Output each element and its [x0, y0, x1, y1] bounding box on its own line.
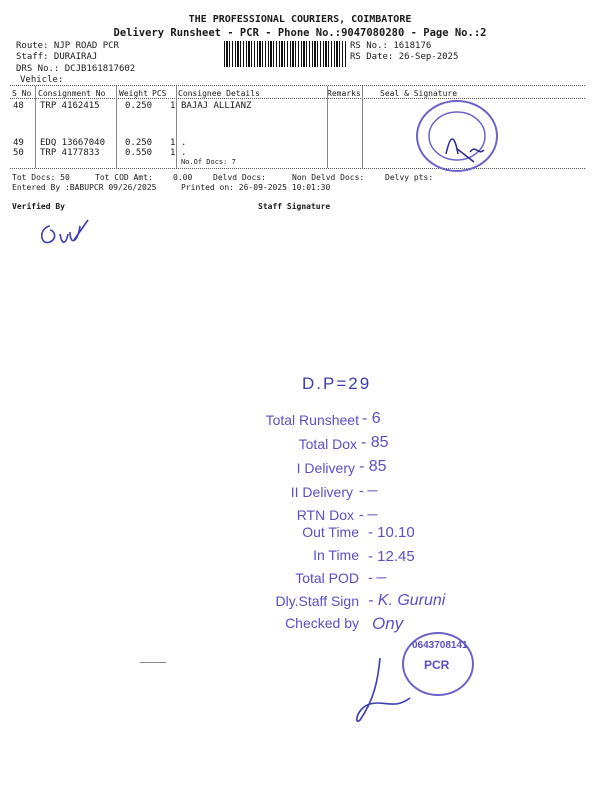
vehicle-text: Vehicle: — [20, 75, 64, 85]
staff-signature-label: Staff Signature — [258, 202, 331, 211]
row-49-weight: 0.250 — [125, 138, 153, 148]
verified-signature-icon — [36, 212, 96, 252]
ii-delivery-value: - ─ — [359, 482, 378, 498]
col-header-remarks: Remarks — [327, 89, 361, 98]
route-text: Route: NJP ROAD PCR — [16, 41, 119, 51]
in-time-label: In Time — [313, 547, 359, 563]
row-48-consignee: BAJAJ ALLIANZ — [181, 101, 252, 111]
stray-mark — [140, 662, 166, 663]
out-time-value: - 10.10 — [368, 524, 415, 541]
checked-by-label: Checked by — [285, 615, 359, 631]
tot-docs: Tot Docs: 50 — [12, 173, 70, 182]
non-delvd-docs: Non Delvd Docs: — [292, 173, 365, 182]
row-50-weight: 0.550 — [125, 148, 153, 158]
company-seal-stamp — [416, 100, 498, 172]
rs-date: RS Date: 26-Sep-2025 — [350, 52, 459, 62]
dly-staff-sign-label: Dly.Staff Sign — [275, 593, 359, 609]
total-dox-label: Total Dox — [298, 436, 357, 452]
bottom-signature-icon — [350, 650, 420, 730]
row-49-sno: 49 — [13, 138, 24, 148]
col-header-sno: S No — [12, 89, 32, 98]
row-49-pcs: 1 — [170, 138, 176, 148]
printed-on: Printed on: 26-09-2025 10:01:30 — [181, 183, 331, 192]
col-divider — [327, 86, 328, 168]
total-pod-value: - ─ — [368, 569, 387, 585]
col-header-weight: Weight — [119, 89, 148, 98]
col-divider — [116, 86, 117, 168]
col-divider — [176, 86, 177, 168]
delvy-pts: Delvy pts: — [385, 173, 434, 182]
rtn-dox-value: - ─ — [359, 506, 378, 522]
drs-number: DRS No.: DCJB161817602 — [16, 64, 136, 74]
col-header-seal: Seal & Signature — [380, 89, 458, 98]
table-bottom-rule — [10, 168, 585, 169]
rs-number: RS No.: 1618176 — [350, 41, 432, 51]
company-title: THE PROFESSIONAL COURIERS, COIMBATORE — [188, 14, 412, 25]
staff-text: Staff: DURAIRAJ — [16, 52, 98, 62]
dp-note: D.P=29 — [302, 374, 372, 393]
row-48-weight: 0.250 — [125, 101, 153, 111]
row-50-consignee: . — [181, 148, 187, 158]
row-49-consignee: . — [181, 138, 187, 148]
i-delivery-label: I Delivery — [296, 460, 355, 476]
seal-number: 0643708141 — [412, 640, 468, 651]
row-48-pcs: 1 — [170, 101, 176, 111]
col-header-consignment: Consignment No — [38, 89, 106, 98]
row-50-sno: 50 — [13, 148, 24, 158]
table-top-rule — [10, 85, 585, 86]
delvd-docs: Delvd Docs: — [213, 173, 266, 182]
barcode — [224, 41, 346, 67]
tot-cod-label: Tot COD Amt: — [95, 173, 153, 182]
row-49-consignment: EDQ 13667040 — [40, 138, 106, 148]
checked-by-value: Ony — [372, 614, 404, 633]
seal-code: PCR — [424, 658, 450, 672]
row-50-pcs: 1 — [170, 148, 176, 158]
no-of-docs: No.Of Docs: 7 — [181, 158, 236, 166]
row-48-sno: 48 — [13, 101, 24, 111]
ii-delivery-label: II Delivery — [290, 484, 353, 500]
dly-staff-sign-value: - K. Guruni — [368, 592, 446, 609]
row-48-consignment: TRP 4162415 — [40, 101, 100, 111]
runsheet-subtitle: Delivery Runsheet - PCR - Phone No.:9047080280 - Page No.:2 — [113, 27, 487, 39]
total-runsheet-label: Total Runsheet — [265, 412, 359, 428]
total-pod-label: Total POD — [295, 570, 359, 586]
rtn-dox-label: RTN Dox — [296, 507, 354, 523]
table-header-rule — [10, 98, 585, 99]
total-runsheet-value: - 6 — [362, 410, 381, 427]
col-divider — [362, 86, 363, 168]
col-header-consignee: Consignee Details — [178, 89, 260, 98]
total-dox-value: - 85 — [361, 434, 389, 451]
in-time-value: - 12.45 — [368, 548, 415, 565]
out-time-label: Out Time — [302, 524, 359, 540]
i-delivery-value: - 85 — [359, 458, 387, 475]
col-header-pcs: PCS — [152, 89, 167, 98]
row-50-consignment: TRP 4177833 — [40, 148, 100, 158]
seal-ring-icon — [418, 102, 496, 170]
verified-by-label: Verified By — [12, 202, 65, 211]
col-divider — [35, 86, 36, 168]
tot-cod-value: 0.00 — [173, 173, 193, 182]
entered-by: Entered By :BABUPCR 09/26/2025 — [12, 183, 157, 192]
